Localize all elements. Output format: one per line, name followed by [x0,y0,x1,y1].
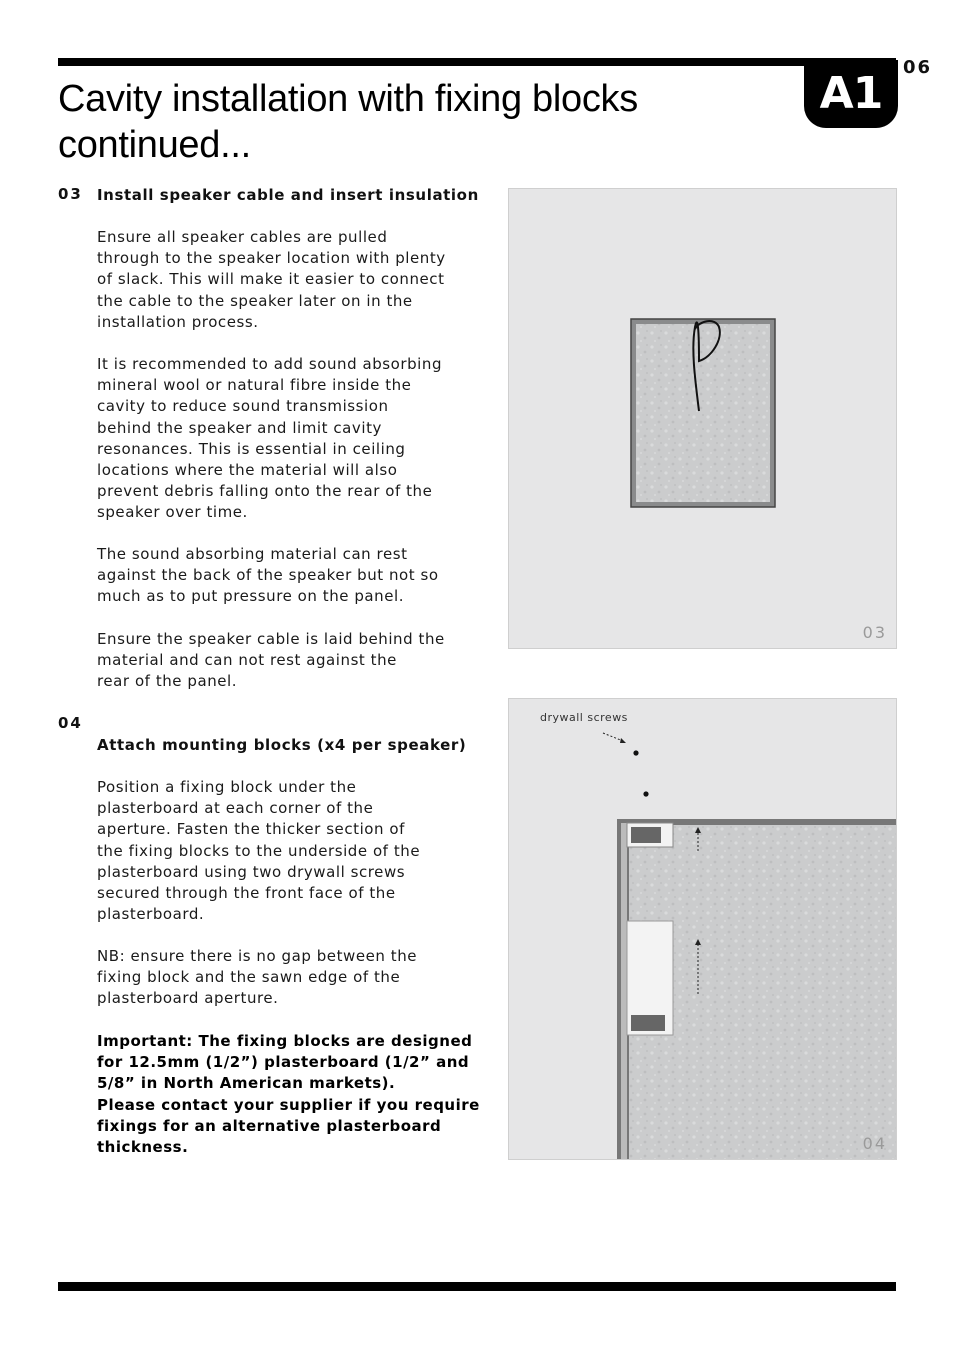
step-04-paragraph-2: NB: ensure there is no gap between the fixing block and the sawn edge of the plasterboard aperture. [97,947,418,1008]
step-number-04: 04 [58,714,83,732]
page-number: 06 [903,57,933,78]
figure-03 [508,188,897,649]
step-number-03: 03 [58,185,83,203]
drywall-screw-2 [643,791,648,796]
step-03-paragraph-4: Ensure the speaker cable is laid behind the material and can not rest against the rear of the panel. [97,630,445,691]
figure-04-label: 04 [862,1134,887,1153]
section-badge: A1 [804,60,898,128]
step-03-paragraph-1: Ensure all speaker cables are pulled through to the speaker location with plenty of slack. This will make it easier to connect the cable to the speaker later on in the installation process. [97,228,446,331]
step-03-paragraph-2: It is recommended to add sound absorbing mineral wool or natural fibre inside the cavity to reduce sound transmission behind the speaker and limit cavity resonances. This is essential in ceiling locations where the material will also prevent debris falling onto the rear of the speaker over time. [97,355,443,522]
drywall-screws-callout: drywall screws [540,711,628,724]
figure-04 [508,698,897,1160]
important-note: Important: The fixing blocks are designed for 12.5mm (1/2”) plasterboard (1/2” and 5/8” in North American markets). Please contact your supplier if you require fixings for an alternative plasterboard thickness. [97,1032,480,1157]
step-title-04: Attach mounting blocks (x4 per speaker) [97,736,467,754]
drywall-screw-1 [633,750,638,755]
step-04-paragraph-1: Position a fixing block under the plasterboard at each corner of the aperture. Fasten the thicker section of the fixing blocks to the underside of the plasterboard using two drywall screws secured through the front face of the plasterboard. [97,778,421,924]
step-03-paragraph-3: The sound absorbing material can rest against the back of the speaker but not so much as to put pressure on the panel. [97,545,439,606]
callout-leader [603,733,623,741]
figure-04-illustration [509,699,896,1159]
page-title: Cavity installation with fixing blocks continued... [58,78,638,166]
figure-03-illustration [509,189,896,648]
insulation-fill [636,324,770,502]
step-title-03: Install speaker cable and insert insulation [97,186,479,204]
bottom-rule [58,1282,896,1291]
top-rule [58,58,896,66]
figure-03-label: 03 [862,623,887,642]
